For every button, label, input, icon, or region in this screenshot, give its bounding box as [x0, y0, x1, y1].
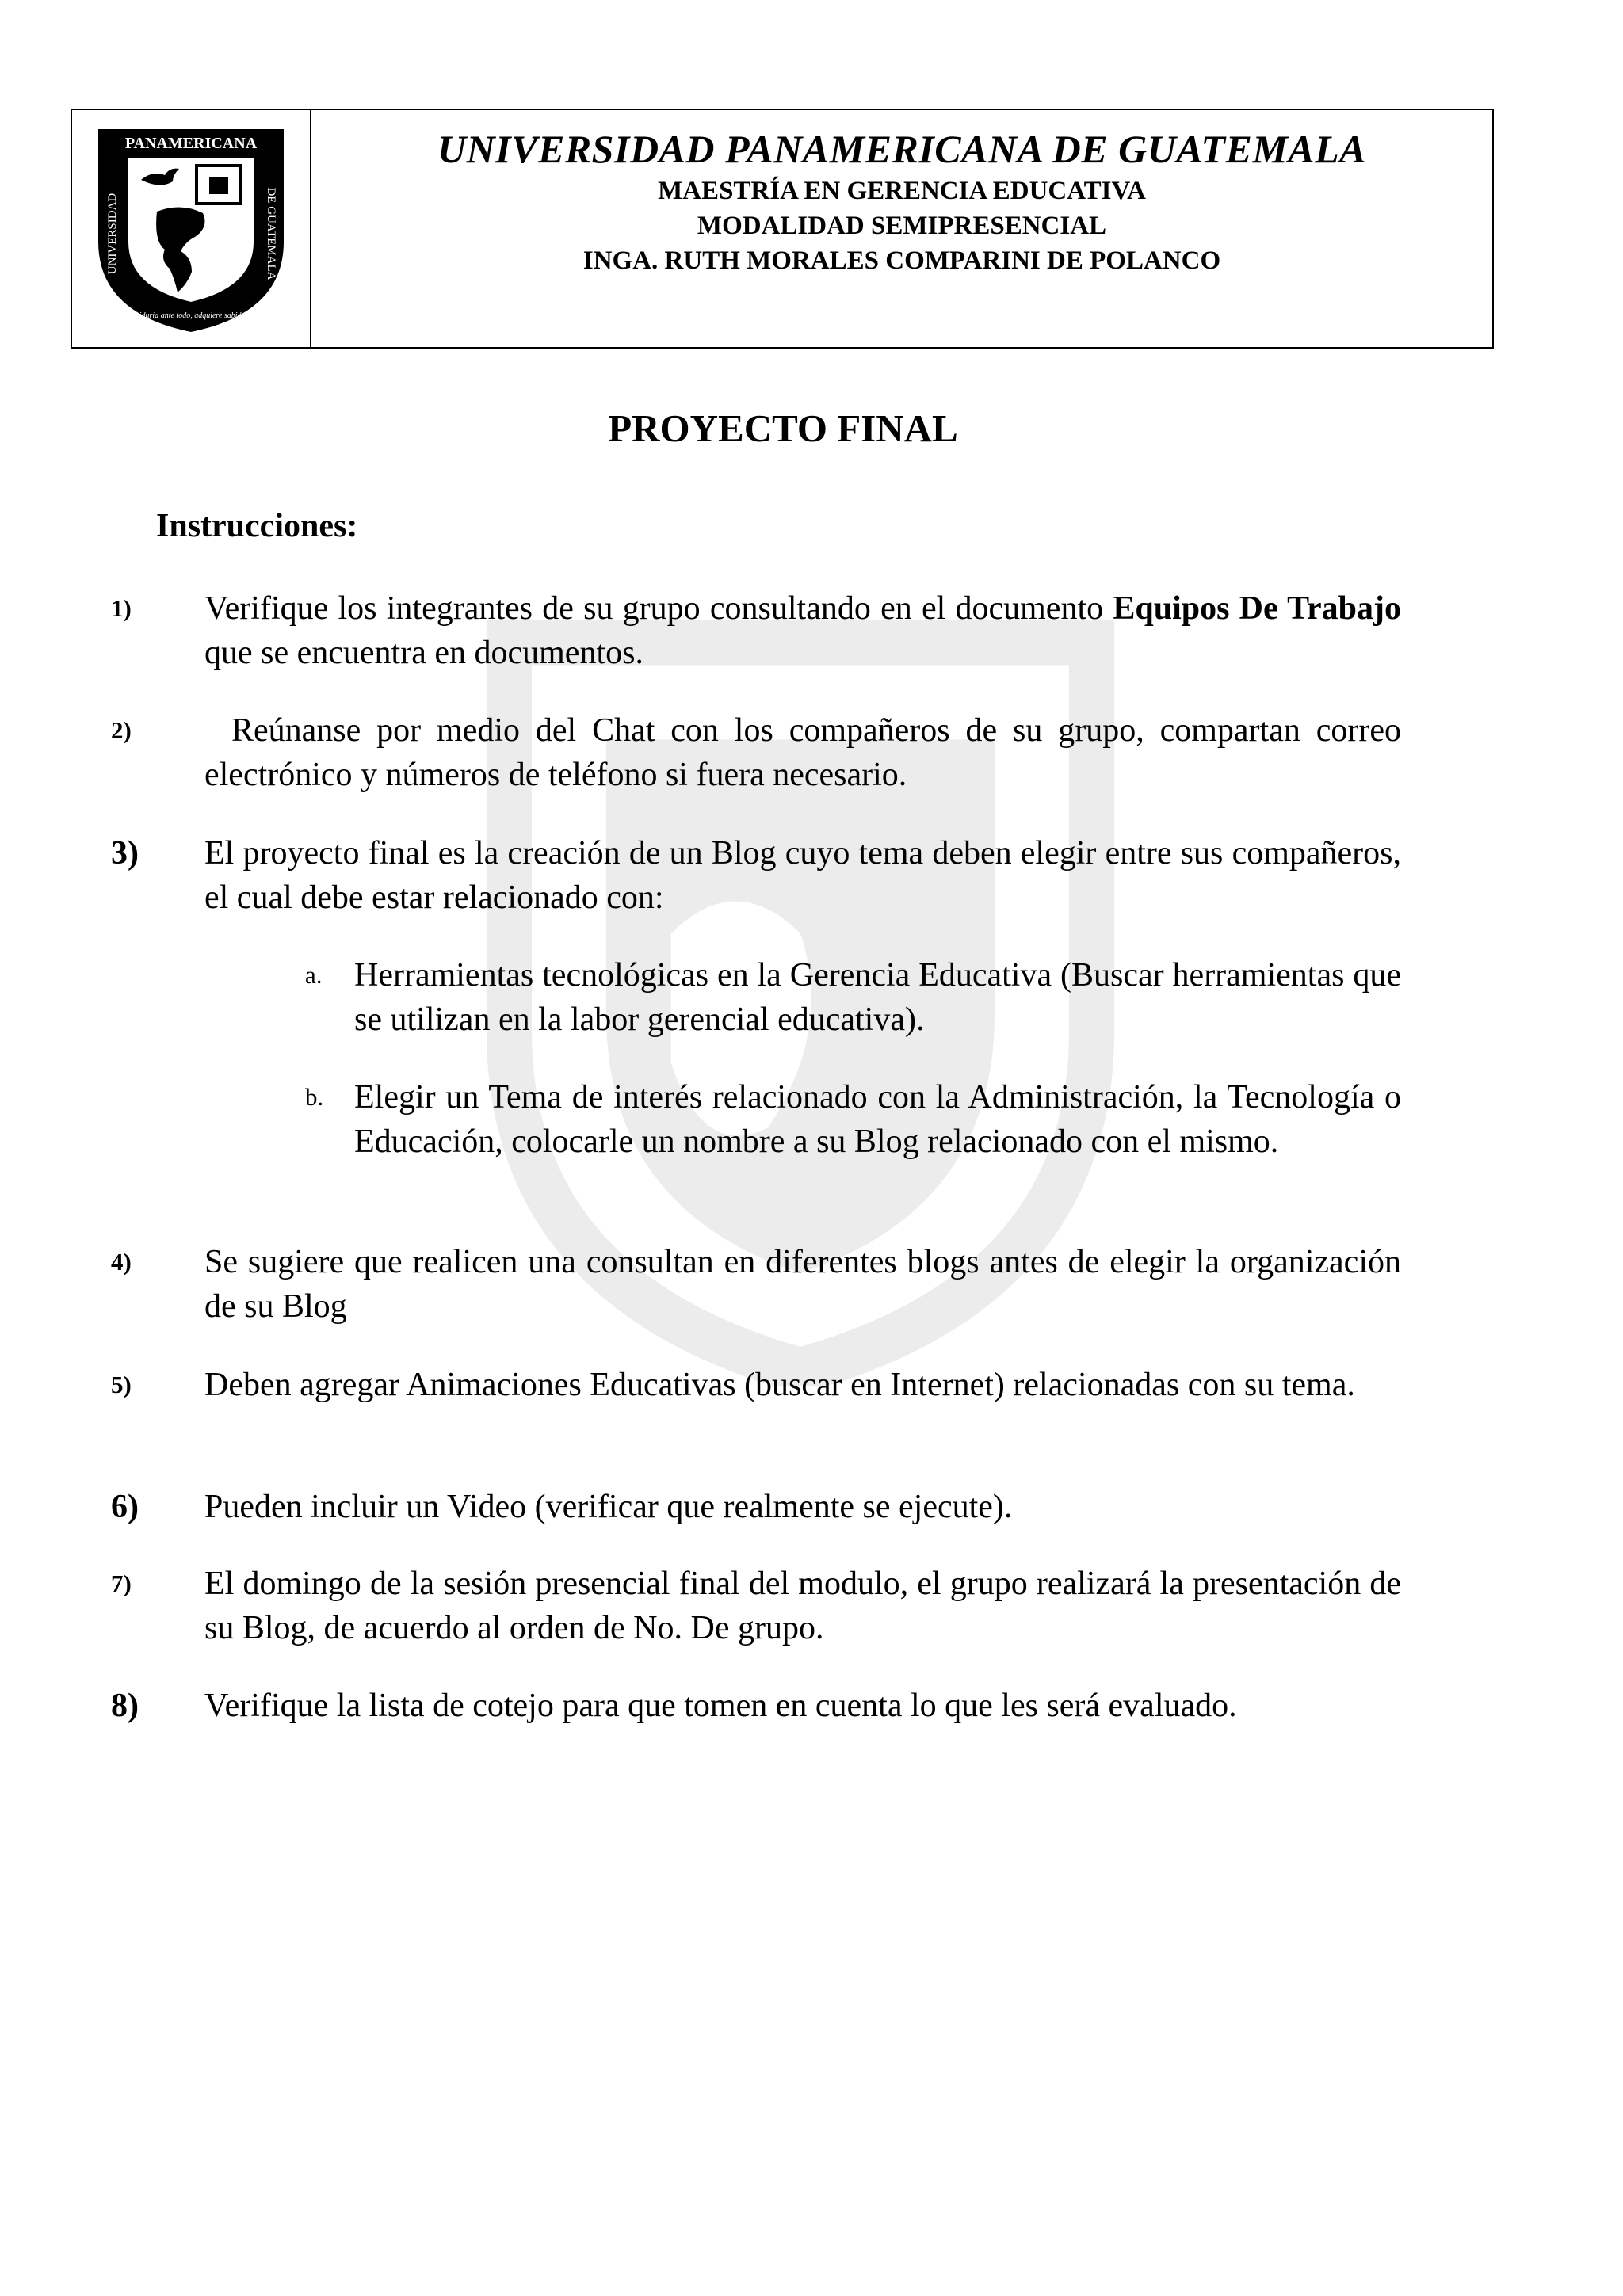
- item-text: Reúnanse por medio del Chat con los compañeros de su grupo, compartan correo electrónico y números de teléfono si fuera necesario.: [204, 712, 1401, 793]
- item-number: 4): [111, 1248, 132, 1276]
- item-text: Se sugiere que realicen una consultan en diferentes blogs antes de elegir la organización de su Blog: [204, 1244, 1401, 1325]
- item-bold-text: Equipos De Trabajo: [1113, 590, 1401, 627]
- instruction-item: [111, 708, 1401, 797]
- item-text: Verifique los integrantes de su grupo consultando en el documento Equipos De Trabajo que se encuentra en documentos.: [204, 590, 1401, 671]
- item-number: 6): [111, 1489, 139, 1525]
- instruction-item: [111, 1562, 1401, 1650]
- item-number: 2): [111, 716, 132, 744]
- sub-item-letter: a.: [305, 961, 323, 989]
- instruction-item: [111, 831, 1401, 920]
- logo-ring-right: DE GUATEMALA: [265, 186, 277, 280]
- item-number: 8): [111, 1688, 139, 1724]
- university-logo: [92, 123, 290, 335]
- logo-cell: [72, 110, 311, 347]
- logo-ring-top: PANAMERICANA: [124, 134, 258, 152]
- sub-item: [305, 953, 1401, 1042]
- item-number: 3): [111, 835, 139, 871]
- program-name: MAESTRÍA EN GERENCIA EDUCATIVA: [658, 177, 1146, 205]
- item-text: El domingo de la sesión presencial final del modulo, el grupo realizará la presentación de su Blog, de acuerdo al orden de No. De grupo.: [204, 1566, 1401, 1646]
- item-number: 5): [111, 1371, 132, 1398]
- sub-item: [305, 1075, 1401, 1164]
- item-number: 7): [111, 1569, 132, 1597]
- instruction-item: [111, 1363, 1401, 1407]
- instruction-item: [111, 586, 1401, 675]
- logo-ring-left: UNIVERSIDAD: [106, 193, 119, 274]
- item-text: Deben agregar Animaciones Educativas (buscar en Internet) relacionadas con su tema.: [204, 1367, 1355, 1403]
- instruction-item: [111, 1485, 1401, 1529]
- sub-item-letter: b.: [305, 1083, 324, 1111]
- modality: MODALIDAD SEMIPRESENCIAL: [697, 212, 1107, 240]
- university-name: UNIVERSIDAD PANAMERICANA DE GUATEMALA: [437, 127, 1367, 171]
- instructor-name: INGA. RUTH MORALES COMPARINI DE POLANCO: [582, 246, 1221, 275]
- instruction-item: [111, 1240, 1401, 1329]
- document-title: PROYECTO FINAL: [608, 406, 958, 450]
- header-text: [311, 110, 1492, 347]
- sub-item-text: Herramientas tecnológicas en la Gerencia Educativa (Buscar herramientas que se utilizan en la labor gerencial educativa).: [354, 957, 1401, 1038]
- item-text: Verifique la lista de cotejo para que tomen en cuenta lo que les será evaluado.: [204, 1688, 1237, 1724]
- item-text: Pueden incluir un Video (verificar que realmente se ejecute).: [204, 1489, 1013, 1525]
- instructions-label: Instrucciones:: [156, 508, 358, 544]
- item-text: El proyecto final es la creación de un Blog cuyo tema deben elegir entre sus compañeros, el cual debe estar relacionado con:: [204, 835, 1401, 916]
- item-number: 1): [111, 594, 132, 622]
- sub-item-text: Elegir un Tema de interés relacionado con la Administración, la Tecnología o Educación, colocarle un nombre a su Blog relacionado con el mismo.: [354, 1079, 1401, 1160]
- logo-motto: Sabiduría ante todo, adquiere sabiduría: [127, 311, 255, 320]
- instruction-item: [111, 1684, 1401, 1728]
- document-header: [71, 109, 1494, 349]
